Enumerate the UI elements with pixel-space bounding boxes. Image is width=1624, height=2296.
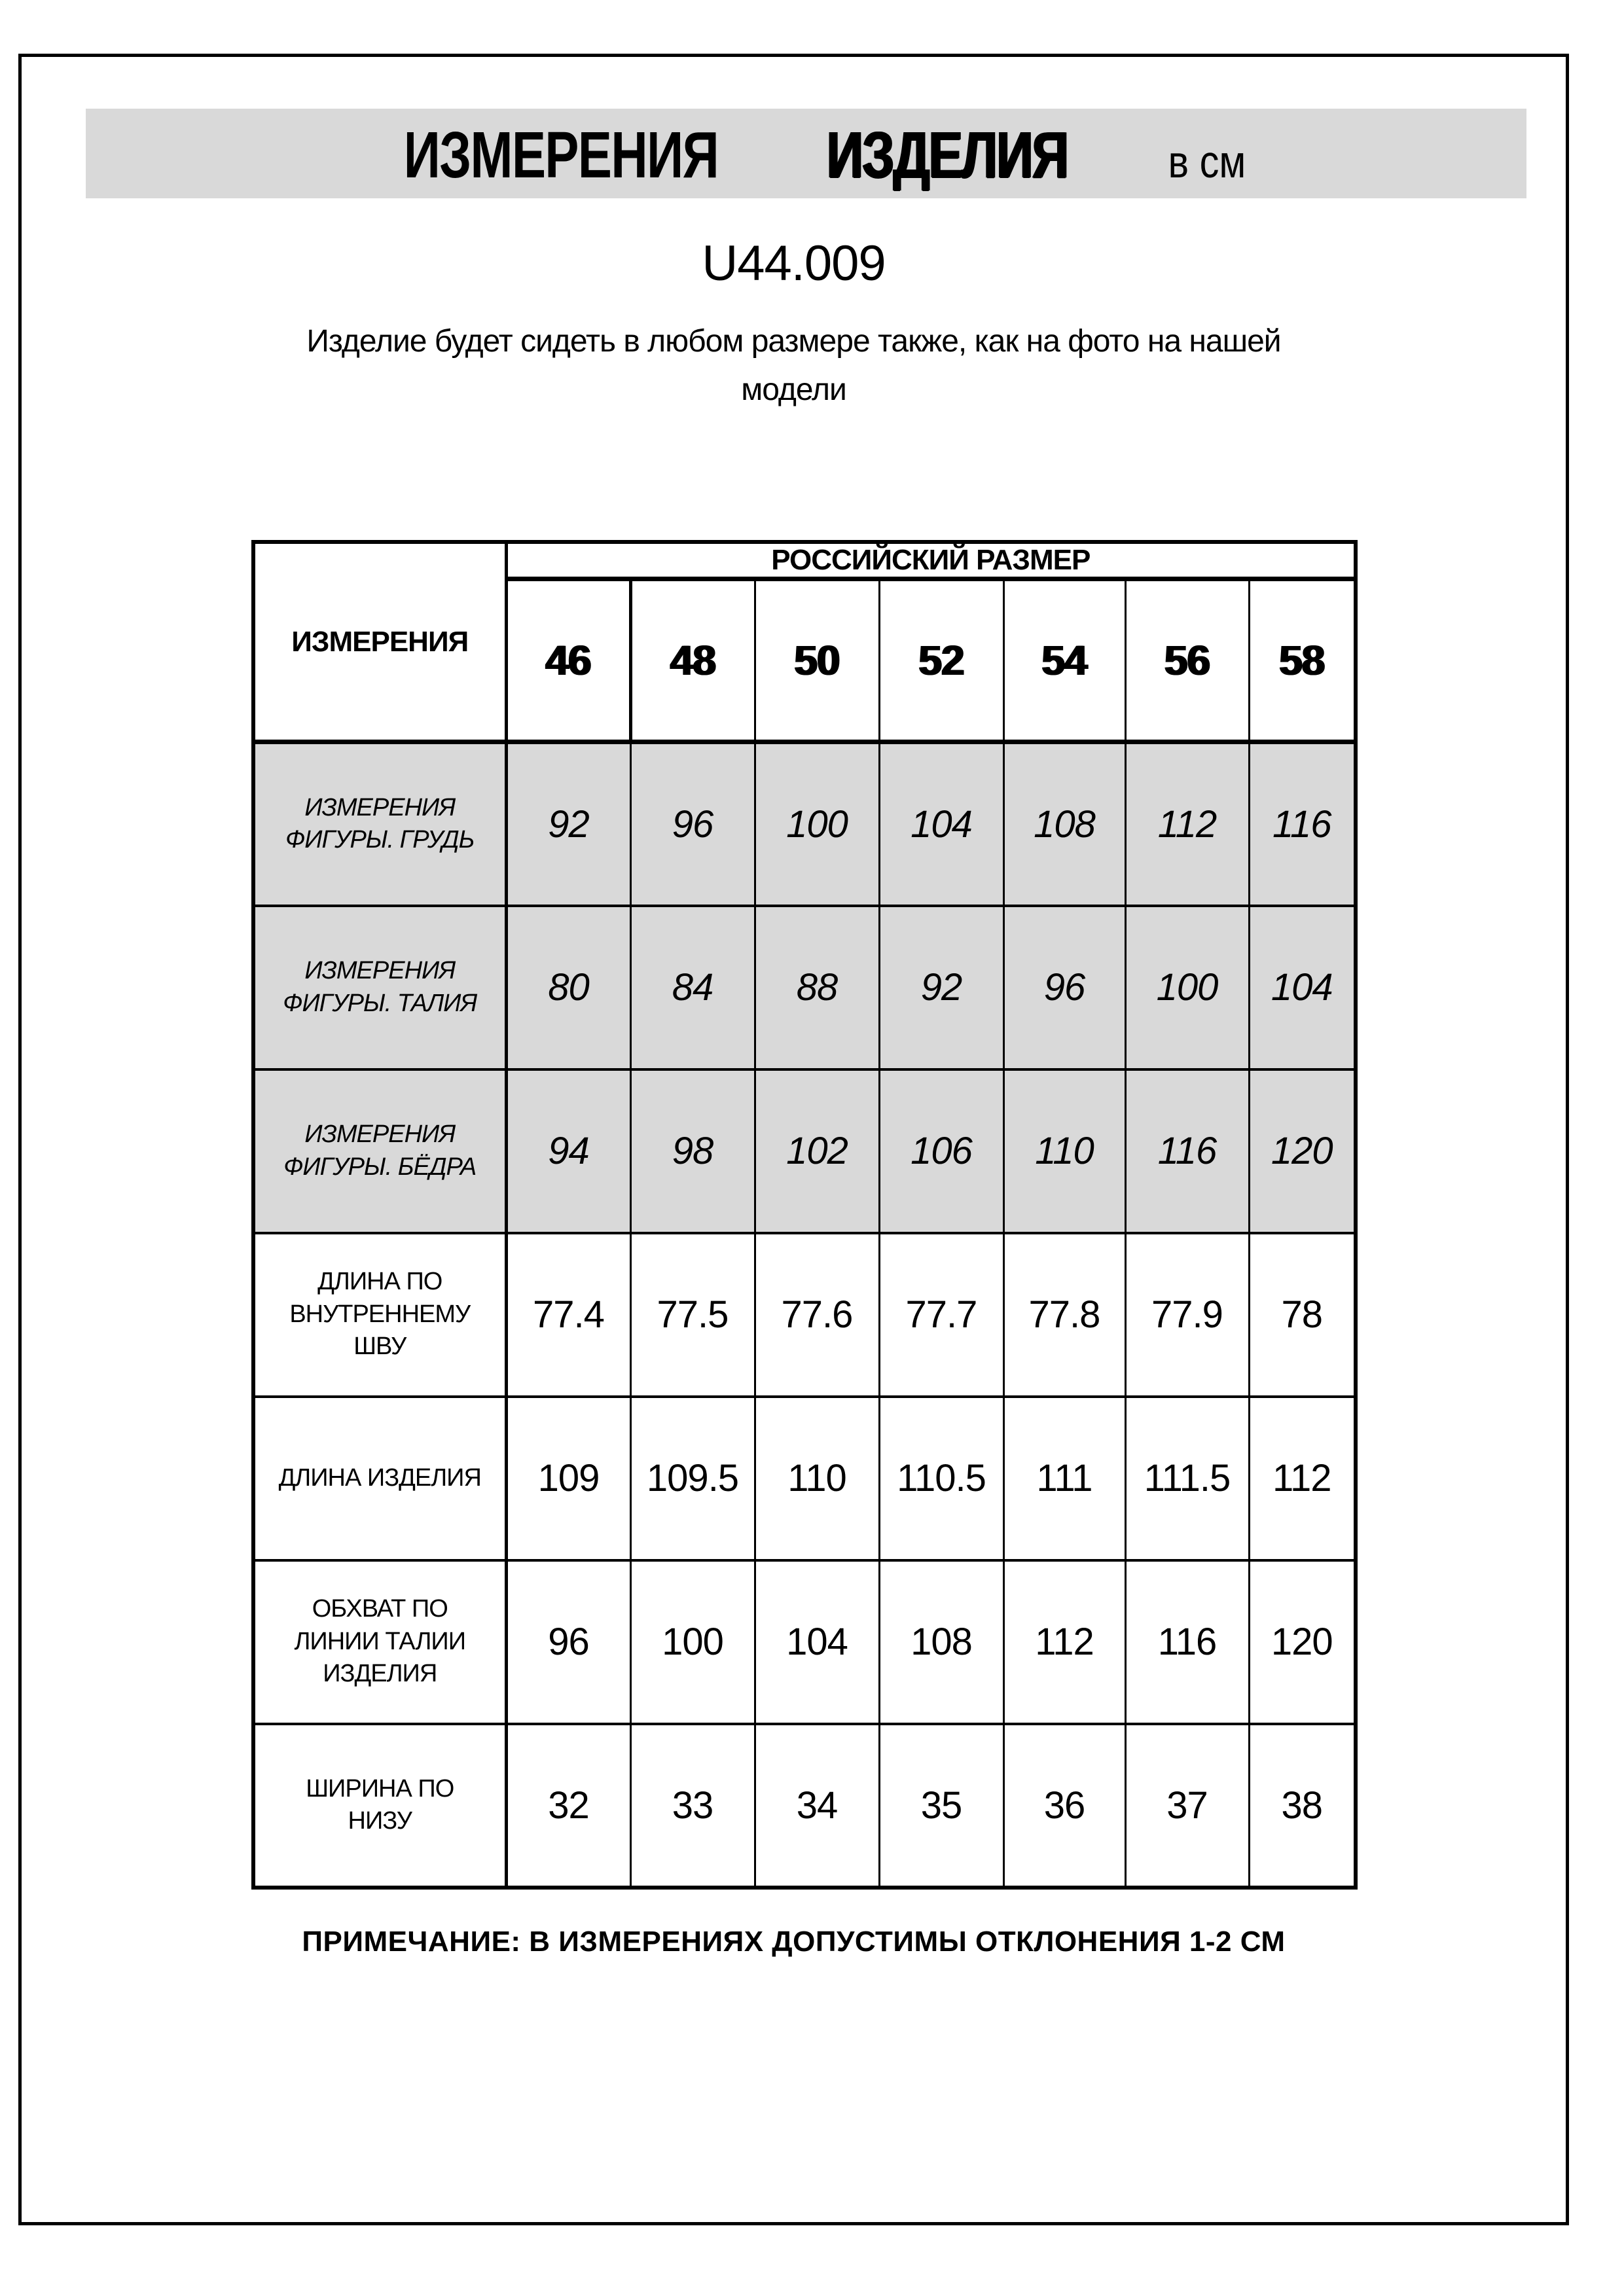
row-label: ДЛИНА ПО ВНУТРЕННЕМУ ШВУ [253, 1233, 506, 1397]
size-column-header: 46 [506, 579, 630, 742]
size-column-header: 54 [1003, 579, 1125, 742]
value-cell: 104 [1249, 906, 1356, 1069]
value-cell: 112 [1003, 1560, 1125, 1724]
title-banner [86, 109, 1526, 198]
table-row-garment-length [253, 1397, 1356, 1560]
value-cell: 109.5 [630, 1397, 755, 1560]
value-cell: 77.9 [1125, 1233, 1249, 1397]
size-table [251, 540, 1358, 1890]
value-cell: 120 [1249, 1560, 1356, 1724]
value-cell: 110 [1003, 1069, 1125, 1233]
value-cell: 116 [1249, 742, 1356, 906]
value-cell: 100 [630, 1560, 755, 1724]
size-column-header: 50 [755, 579, 879, 742]
value-cell: 35 [879, 1724, 1003, 1888]
value-cell: 77.8 [1003, 1233, 1125, 1397]
value-cell: 116 [1125, 1069, 1249, 1233]
size-column-header: 56 [1125, 579, 1249, 742]
value-cell: 102 [755, 1069, 879, 1233]
value-cell: 92 [879, 906, 1003, 1069]
row-label: ДЛИНА ИЗДЕЛИЯ [253, 1397, 506, 1560]
value-cell: 116 [1125, 1560, 1249, 1724]
row-label: ОБХВАТ ПО ЛИНИИ ТАЛИИ ИЗДЕЛИЯ [253, 1560, 506, 1724]
value-cell: 104 [755, 1560, 879, 1724]
size-column-header: 48 [630, 579, 755, 742]
value-cell: 34 [755, 1724, 879, 1888]
value-cell: 100 [755, 742, 879, 906]
value-cell: 77.5 [630, 1233, 755, 1397]
value-cell: 78 [1249, 1233, 1356, 1397]
page-title-measurements: ИЗМЕРЕНИЯ [404, 118, 719, 192]
value-cell: 32 [506, 1724, 630, 1888]
value-cell: 94 [506, 1069, 630, 1233]
value-cell: 110 [755, 1397, 879, 1560]
value-cell: 96 [506, 1560, 630, 1724]
value-cell: 37 [1125, 1724, 1249, 1888]
value-cell: 77.4 [506, 1233, 630, 1397]
row-label: ИЗМЕРЕНИЯ ФИГУРЫ. ТАЛИЯ [253, 906, 506, 1069]
page-title-units: в см [1168, 136, 1246, 187]
value-cell: 77.7 [879, 1233, 1003, 1397]
value-cell: 33 [630, 1724, 755, 1888]
value-cell: 111.5 [1125, 1397, 1249, 1560]
russian-size-header: РОССИЙСКИЙ РАЗМЕР [506, 542, 1356, 579]
value-cell: 112 [1249, 1397, 1356, 1560]
table-row-inseam [253, 1233, 1356, 1397]
value-cell: 80 [506, 906, 630, 1069]
row-label: ИЗМЕРЕНИЯ ФИГУРЫ. ГРУДЬ [253, 742, 506, 906]
product-code: U44.009 [702, 236, 886, 291]
value-cell: 98 [630, 1069, 755, 1233]
page-frame [18, 54, 1569, 2225]
value-cell: 38 [1249, 1724, 1356, 1888]
tolerance-note: ПРИМЕЧАНИЕ: В ИЗМЕРЕНИЯХ ДОПУСТИМЫ ОТКЛОНЕНИЯ 1-2 СМ [302, 1926, 1286, 1958]
value-cell: 92 [506, 742, 630, 906]
value-cell: 120 [1249, 1069, 1356, 1233]
value-cell: 84 [630, 906, 755, 1069]
value-cell: 108 [879, 1560, 1003, 1724]
table-row-hem-width [253, 1724, 1356, 1888]
value-cell: 100 [1125, 906, 1249, 1069]
value-cell: 110.5 [879, 1397, 1003, 1560]
value-cell: 36 [1003, 1724, 1125, 1888]
table-row-waist [253, 906, 1356, 1069]
fit-description: Изделие будет сидеть в любом размере также, как на фото на нашей модели [306, 324, 1281, 408]
size-group-header-row [253, 542, 1356, 579]
table-row-hips [253, 1069, 1356, 1233]
value-cell: 88 [755, 906, 879, 1069]
value-cell: 104 [879, 742, 1003, 906]
table-row-waistline-girth [253, 1560, 1356, 1724]
value-cell: 108 [1003, 742, 1125, 906]
value-cell: 96 [630, 742, 755, 906]
size-column-header: 52 [879, 579, 1003, 742]
page-title-product: ИЗДЕЛИЯ [827, 118, 1068, 192]
value-cell: 112 [1125, 742, 1249, 906]
row-label: ШИРИНА ПО НИЗУ [253, 1724, 506, 1888]
value-cell: 109 [506, 1397, 630, 1560]
table-row-chest [253, 742, 1356, 906]
value-cell: 77.6 [755, 1233, 879, 1397]
size-column-header: 58 [1249, 579, 1356, 742]
value-cell: 111 [1003, 1397, 1125, 1560]
value-cell: 96 [1003, 906, 1125, 1069]
measurements-column-header: ИЗМЕРЕНИЯ [253, 542, 506, 742]
row-label: ИЗМЕРЕНИЯ ФИГУРЫ. БЁДРА [253, 1069, 506, 1233]
value-cell: 106 [879, 1069, 1003, 1233]
